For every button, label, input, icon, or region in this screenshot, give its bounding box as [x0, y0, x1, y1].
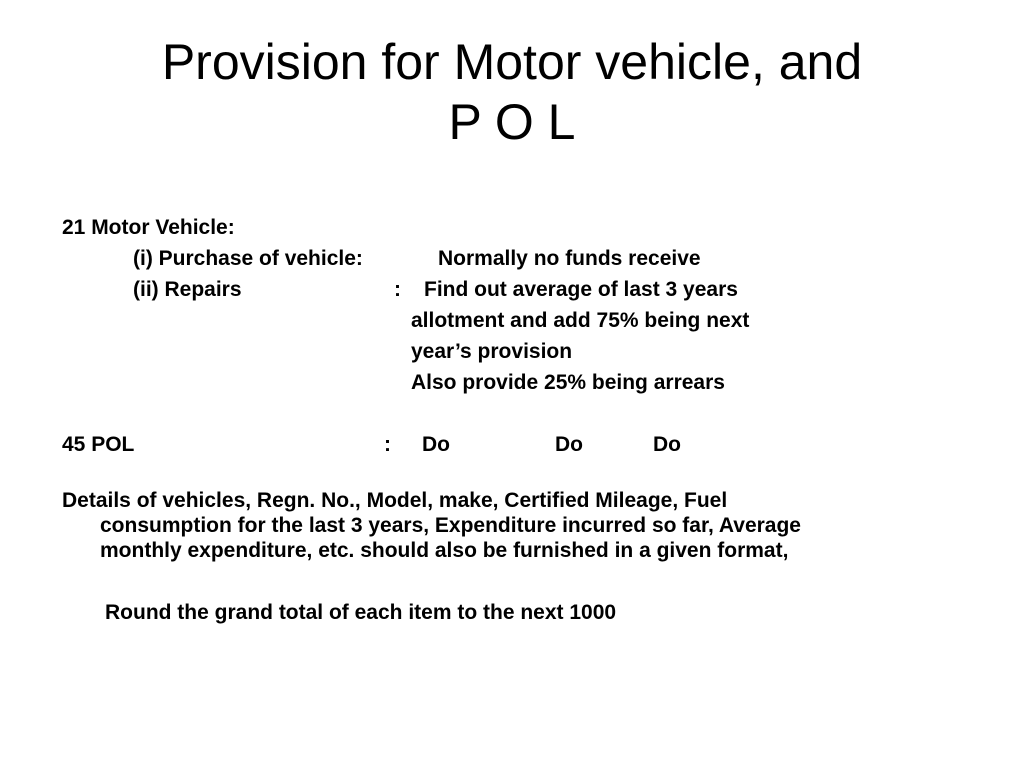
- pol-colon: :: [384, 433, 391, 456]
- pol-do-3: Do: [653, 433, 681, 456]
- details-line-3: monthly expenditure, etc. should also be furnished in a given format,: [100, 539, 789, 562]
- slide-title: [0, 32, 1024, 152]
- repairs-line-4: Also provide 25% being arrears: [411, 371, 725, 394]
- purchase-label: (i) Purchase of vehicle:: [133, 247, 363, 270]
- title-line-1: Provision for Motor vehicle, and: [161, 34, 863, 90]
- repairs-row-3: [62, 336, 1002, 367]
- motor-heading: 21 Motor Vehicle:: [62, 216, 235, 239]
- repairs-label: (ii) Repairs: [133, 278, 242, 301]
- repairs-row-4: [62, 367, 1002, 398]
- repairs-row: [62, 274, 1002, 305]
- pol-do-1: Do: [422, 433, 450, 456]
- repairs-colon: :: [394, 278, 401, 301]
- motor-heading-row: [62, 212, 1002, 243]
- pol-do-2: Do: [555, 433, 583, 456]
- purchase-row: [62, 243, 1002, 274]
- pol-label: 45 POL: [62, 433, 135, 456]
- repairs-line-1: Find out average of last 3 years: [424, 278, 738, 301]
- rounding-note: Round the grand total of each item to the next 1000: [105, 601, 617, 624]
- details-line-1: Details of vehicles, Regn. No., Model, make, Certified Mileage, Fuel: [62, 489, 728, 512]
- repairs-line-3: year’s provision: [411, 340, 573, 363]
- repairs-line-2: allotment and add 75% being next: [411, 309, 750, 332]
- title-line-2: P O L: [448, 94, 576, 150]
- details-paragraph: [62, 488, 972, 563]
- details-line-2: consumption for the last 3 years, Expenditure incurred so far, Average: [100, 514, 801, 537]
- repairs-row-2: [62, 305, 1002, 336]
- spacer-row: [62, 398, 1002, 429]
- slide-body: [62, 212, 1002, 460]
- purchase-value: Normally no funds receive: [438, 247, 701, 270]
- pol-row: [62, 429, 1002, 460]
